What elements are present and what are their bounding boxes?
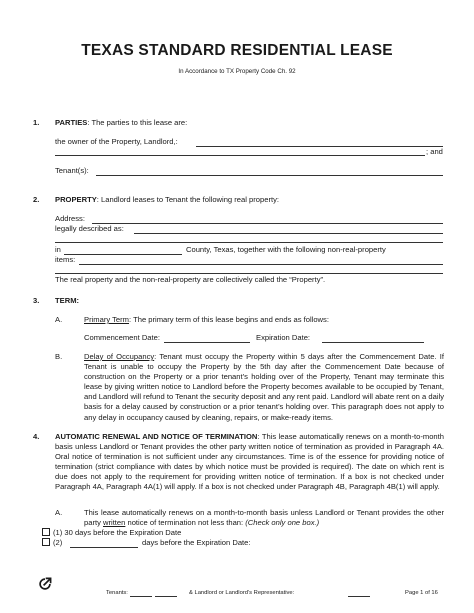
- document-subtitle: In Accordance to TX Property Code Ch. 92: [178, 68, 296, 75]
- tenant-label: Tenant(s):: [55, 166, 89, 175]
- section-3-number: 3.: [33, 296, 40, 305]
- expiration-date-label: Expiration Date:: [256, 333, 311, 342]
- section-4-number: 4.: [33, 432, 40, 441]
- section-2-heading-line: [55, 195, 279, 205]
- items-field-line-2[interactable]: [55, 273, 443, 274]
- footer-landlord-label: & Landlord or Landlord’s Representative:: [189, 590, 295, 596]
- page-number: Page 1 of 16: [405, 590, 438, 596]
- option-2-days-field[interactable]: [70, 547, 138, 548]
- address-label: Address:: [55, 214, 85, 223]
- arrow-logo-icon: [38, 577, 52, 591]
- legal-description-label: legally described as:: [55, 224, 124, 233]
- term-b-label: B.: [55, 352, 63, 361]
- primary-term-text: : The primary term of this lease begins and ends as follows:: [129, 315, 329, 324]
- delay-of-occupancy-title: Delay of Occupancy: [84, 352, 155, 361]
- landlord-initial-field[interactable]: [348, 596, 370, 597]
- option-2-suffix: days before the Expiration Date:: [142, 538, 251, 547]
- items-label: items:: [55, 255, 76, 264]
- option-2-row: [42, 538, 62, 548]
- county-field[interactable]: [64, 254, 182, 255]
- section-2-intro: : Landlord leases to Tenant the following real property:: [96, 195, 280, 204]
- footer-tenants-label: Tenants:: [106, 590, 128, 596]
- and-label: ; and: [426, 147, 443, 156]
- check-one-note: (Check only one box.): [245, 518, 320, 528]
- tenant-name-field[interactable]: [96, 175, 443, 176]
- expiration-date-field[interactable]: [322, 342, 424, 343]
- option-2-checkbox[interactable]: [42, 538, 50, 546]
- landlord-name-field[interactable]: [196, 146, 443, 147]
- written-word: written: [103, 518, 126, 528]
- tenant-initial-field-1[interactable]: [130, 596, 152, 597]
- property-collective-note: The real property and the non-real-property are collectively called the “Property”.: [55, 275, 326, 284]
- option-2-label: (2): [53, 538, 63, 547]
- section-4-text: : This lease automatically renews on a month-to-month basis unless Landlord or Tenant provides the other party written notice of termination as provided in Paragraph 4A. Oral notice of termination is not sufficient under any circumstances. Time is of the essence for providing notice of termination (strict compliance with dates by which notice must be provided is required). The date on which rent is due does not apply to the requirement for providing written notice of termination. If a box is not checked under Paragraph 4A, Paragraph 4A(1) will apply. If a box is not checked under Paragraph 4B, Paragraph 4B(1) will apply.: [55, 432, 444, 492]
- section-1-heading-line: [55, 118, 187, 128]
- commencement-date-label: Commencement Date:: [84, 333, 160, 342]
- option-1-checkbox[interactable]: [42, 528, 50, 536]
- legal-description-field-line-2[interactable]: [55, 242, 443, 243]
- term-a-label: A.: [55, 315, 63, 324]
- county-in-label: in: [55, 245, 61, 254]
- renewal-a-label: A.: [55, 508, 63, 517]
- renewal-a-paragraph: This lease automatically renews on a month-to-month basis unless Landlord or Tenant provides the other party written notice of termination not less than: (Check only one box.): [84, 508, 444, 528]
- county-texas-label: County, Texas, together with the following non-real-property: [186, 245, 386, 254]
- address-field[interactable]: [92, 223, 443, 224]
- primary-term-title: Primary Term: [84, 315, 130, 324]
- section-3-heading-line: TERM:: [55, 296, 80, 305]
- commencement-date-field[interactable]: [164, 342, 250, 343]
- landlord-name-field-line-2[interactable]: [55, 155, 425, 156]
- section-4-heading: AUTOMATIC RENEWAL AND NOTICE OF TERMINATION: [55, 432, 258, 441]
- section-1-intro: : The parties to this lease are:: [87, 118, 188, 127]
- primary-term-line: [84, 315, 329, 325]
- section-2-heading: PROPERTY: [55, 195, 97, 204]
- option-1-label: (1) 30 days before the Expiration Date: [53, 528, 182, 537]
- tenant-initial-field-2[interactable]: [155, 596, 177, 597]
- document-title: TEXAS STANDARD RESIDENTIAL LEASE: [81, 42, 393, 59]
- landlord-label: the owner of the Property, Landlord,:: [55, 137, 178, 146]
- legal-description-field[interactable]: [134, 233, 443, 234]
- delay-of-occupancy-paragraph: [84, 352, 444, 423]
- items-field[interactable]: [79, 264, 443, 265]
- section-1-number: 1.: [33, 118, 40, 127]
- section-1-heading: PARTIES: [55, 118, 88, 127]
- delay-of-occupancy-text: : Tenant must occupy the Property within 5 days after the Commencement Date. If Tenant is unable to occupy the Property by the 5th day after the Commencement Date because of construction on the Property or a prior tenant’s holding over of the Property, Tenant may terminate this lease by giving written notice to Landlord before the Property becomes available to be occupied by Tenant, and Landlord will refund to Tenant the security deposit and any rent paid. Landlord will abate rent on a daily basis for a delay caused by construction or a prior tenant’s holding over. This paragraph does not apply to any delay in occupancy caused by cleaning, repairs, or make-ready items.: [84, 352, 444, 422]
- section-3-heading: TERM: [55, 296, 77, 305]
- renewal-paragraph: [55, 432, 444, 493]
- section-2-number: 2.: [33, 195, 40, 204]
- option-1-row: [42, 528, 181, 538]
